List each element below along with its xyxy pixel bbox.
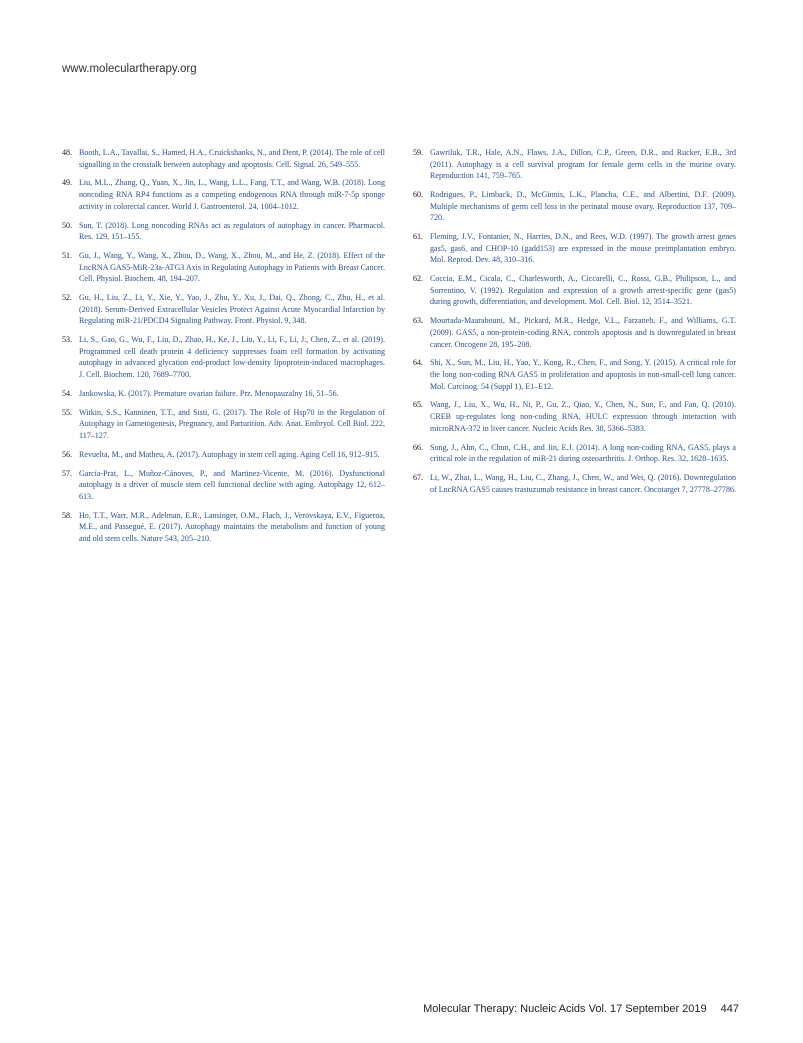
reference-text[interactable]: Jankowska, K. (2017). Premature ovarian failure. Prz. Menopauzalny 16, 51–56. <box>79 388 339 398</box>
reference-number: 51. <box>62 251 73 261</box>
reference-number: 61. <box>413 232 424 242</box>
journal-url[interactable]: www.moleculartherapy.org <box>62 63 197 75</box>
reference-text[interactable]: Coccia, E.M., Cicala, C., Charlesworth, A., Ciccarelli, C., Rossi, G.B., Philipson, L., and Sorrentino, V. (1992). Regulation and expression of a growth arrest-specific gene (gas5) during growth, differentiation, and development. Mol. Cell. Biol. 12, 3514–3521. <box>430 274 736 307</box>
reference-item[interactable] <box>413 147 736 182</box>
reference-number: 55. <box>62 407 73 417</box>
reference-item[interactable] <box>62 220 385 243</box>
reference-item[interactable] <box>413 399 736 434</box>
reference-text[interactable]: Shi, X., Sun, M., Liu, H., Yao, Y., Kong, R., Chen, F., and Song, Y. (2015). A critical role for the long non-coding RNA GAS5 in proliferation and apoptosis in non-small-cell lung cancer. Mol. Carcinog. 54 (Suppl 1), E1–E12. <box>430 358 736 391</box>
reference-number: 50. <box>62 220 73 230</box>
reference-item[interactable] <box>62 292 385 327</box>
reference-number: 48. <box>62 148 73 157</box>
reference-text[interactable]: Ho, T.T., Warr, M.R., Adelman, E.R., Lansinger, O.M., Flach, J., Verovskaya, E.V., Figueroa, M.E., and Passegué, E. (2017). Autophagy maintains the metabolism and function of young and old stem cells. Nature 543, 205–210. <box>79 510 385 543</box>
reference-text[interactable]: Li, W., Zhai, L., Wang, H., Liu, C., Zhang, J., Chen, W., and Wei, Q. (2016). Downregulation of LncRNA GAS5 causes trastuzumab resistance in breast cancer. Oncotarget 7, 27778–27786. <box>430 473 736 494</box>
reference-text[interactable]: Li, S., Gao, G., Wu, F., Liu, D., Zhao, H., Ke, J., Liu, Y., Li, F., Li, J., Chen, Z., et al. (2019). Programmed cell death protein 4 deficiency suppresses foam cell formation by activating autophagy in advanced glycation end-product low-density lipoprotein-induced macrophages. J. Cell. Biochem. 120, 7689–7700. <box>79 335 385 379</box>
reference-item[interactable] <box>413 472 736 495</box>
reference-number: 52. <box>62 293 73 303</box>
reference-item[interactable] <box>62 334 385 380</box>
page-number: 447 <box>720 1003 739 1015</box>
reference-item[interactable] <box>413 189 736 224</box>
reference-number: 58. <box>62 510 73 520</box>
reference-item[interactable] <box>413 315 736 350</box>
reference-text[interactable]: Gu, H., Liu, Z., Li, Y., Xie, Y., Yao, J., Zhu, Y., Xu, J., Dai, Q., Zhong, C., Zhu, H., et al. (2018). Serum-Derived Extracellular Vesicles Protect Against Acute Myocardial Infarction by Regulating miR-21/PDCD4 Signaling Pathway. Front. Physiol. 9, 348. <box>79 293 385 326</box>
reference-item[interactable] <box>62 407 385 442</box>
reference-item[interactable] <box>62 147 385 170</box>
reference-number: 63. <box>413 316 424 326</box>
reference-number: 49. <box>62 178 73 188</box>
reference-number: 54. <box>62 388 73 398</box>
reference-text[interactable]: Gawriluk, T.R., Hale, A.N., Flaws, J.A., Dillon, C.P., Green, D.R., and Rucker, E.B., 3rd (2011). Autophagy is a cell survival program for female germ cells in the murine ovary. Reproduction 141, 759–765. <box>430 148 736 181</box>
reference-text[interactable]: Gu, J., Wang, Y., Wang, X., Zhou, D., Wang, X., Zhou, M., and He, Z. (2018). Effect of the LncRNA GAS5-MiR-23a-ATG3 Axis in Regulating Autophagy in Patients with Breast Cancer. Cell. Physiol. Biochem. 48, 194–207. <box>79 251 385 284</box>
reference-number: 56. <box>62 449 73 459</box>
reference-text[interactable]: Wang, J., Liu, X., Wu, H., Ni, P., Gu, Z., Qiao, Y., Chen, N., Sun, F., and Fan, Q. (2010). CREB up-regulates long non-coding RNA, HULC expression through interaction with microRNA-372 in liver cancer. Nucleic Acids Res. 38, 5366–5383. <box>430 400 736 433</box>
journal-citation: Molecular Therapy: Nucleic Acids Vol. 17 September 2019 <box>423 1003 707 1015</box>
reference-text[interactable]: Fleming, J.V., Fontanier, N., Harries, D.N., and Rees, W.D. (1997). The growth arrest genes gas5, gas6, and CHOP-10 (gadd153) are expressed in the mouse preimplantation embryo. Mol. Reprod. Dev. 48, 310–316. <box>430 232 736 265</box>
page-footer <box>423 1003 739 1015</box>
reference-text[interactable]: Sun, T. (2018). Long noncoding RNAs act as regulators of autophagy in cancer. Pharmacol. Res. 129, 151–155. <box>79 220 385 242</box>
reference-text[interactable]: Mourtada-Maarabouni, M., Pickard, M.R., Hedge, V.L., Farzaneh, F., and Williams, G.T. (2009). GAS5, a non-protein-coding RNA, controls apoptosis and is downregulated in breast cancer. Oncogene 28, 195–208. <box>430 316 736 349</box>
reference-number: 60. <box>413 190 424 200</box>
reference-item[interactable] <box>413 442 736 465</box>
reference-item[interactable] <box>413 231 736 266</box>
references-column-left <box>62 147 385 552</box>
reference-text[interactable]: Booth, L.A., Tavallai, S., Hamed, H.A., Cruickshanks, N., and Dent, P. (2014). The role of cell signalling in the crosstalk between autophagy and apoptosis. Cell. Signal. 26, 549–555. <box>79 148 385 169</box>
reference-number: 65. <box>413 400 424 410</box>
reference-text[interactable]: Song, J., Ahn, C., Chun, C.H., and Jin, E.J. (2014). A long non-coding RNA, GAS5, plays a critical role in the regulation of miR-21 during osteoarthritis. J. Orthop. Res. 32, 1628–1635. <box>430 442 736 464</box>
reference-number: 64. <box>413 358 424 368</box>
references-column-right <box>413 147 736 503</box>
reference-item[interactable] <box>62 449 385 461</box>
reference-text[interactable]: García-Prat, L., Muñoz-Cánoves, P., and Martinez-Vicente, M. (2016). Dysfunctional autophagy is a driver of muscle stem cell functional decline with aging. Autophagy 12, 612–613. <box>79 468 385 501</box>
reference-item[interactable] <box>62 250 385 285</box>
reference-item[interactable] <box>62 510 385 545</box>
reference-number: 59. <box>413 148 424 157</box>
reference-item[interactable] <box>62 388 385 400</box>
reference-item[interactable] <box>413 357 736 392</box>
reference-text[interactable]: Revuelta, M., and Matheu, A. (2017). Autophagy in stem cell aging. Aging Cell 16, 912–915. <box>79 449 380 459</box>
reference-item[interactable] <box>413 273 736 308</box>
reference-number: 53. <box>62 335 73 345</box>
reference-item[interactable] <box>62 468 385 503</box>
reference-text[interactable]: Rodrigues, P., Limback, D., McGinnis, L.K., Plancha, C.E., and Albertini, D.F. (2009). Multiple mechanisms of germ cell loss in the perinatal mouse ovary. Reproduction 137, 709–720. <box>430 190 736 223</box>
reference-item[interactable] <box>62 177 385 212</box>
reference-text[interactable]: Witkin, S.S., Kanninen, T.T., and Sisti, G. (2017). The Role of Hsp70 in the Regulation of Autophagy in Gametogenesis, Pregnancy, and Parturition. Adv. Anat. Embryol. Cell Biol. 222, 117–127. <box>79 407 385 440</box>
reference-text[interactable]: Liu, M.L., Zhang, Q., Yuan, X., Jin, L., Wang, L.L., Fang, T.T., and Wang, W.B. (2018). Long noncoding RNA RP4 functions as a competing endogenous RNA through miR-7-5p sponge activity in colorectal cancer. World J. Gastroenterol. 24, 1004–1012. <box>79 178 385 211</box>
reference-number: 62. <box>413 274 424 284</box>
reference-number: 67. <box>413 473 424 483</box>
reference-number: 57. <box>62 468 73 478</box>
reference-number: 66. <box>413 442 424 452</box>
